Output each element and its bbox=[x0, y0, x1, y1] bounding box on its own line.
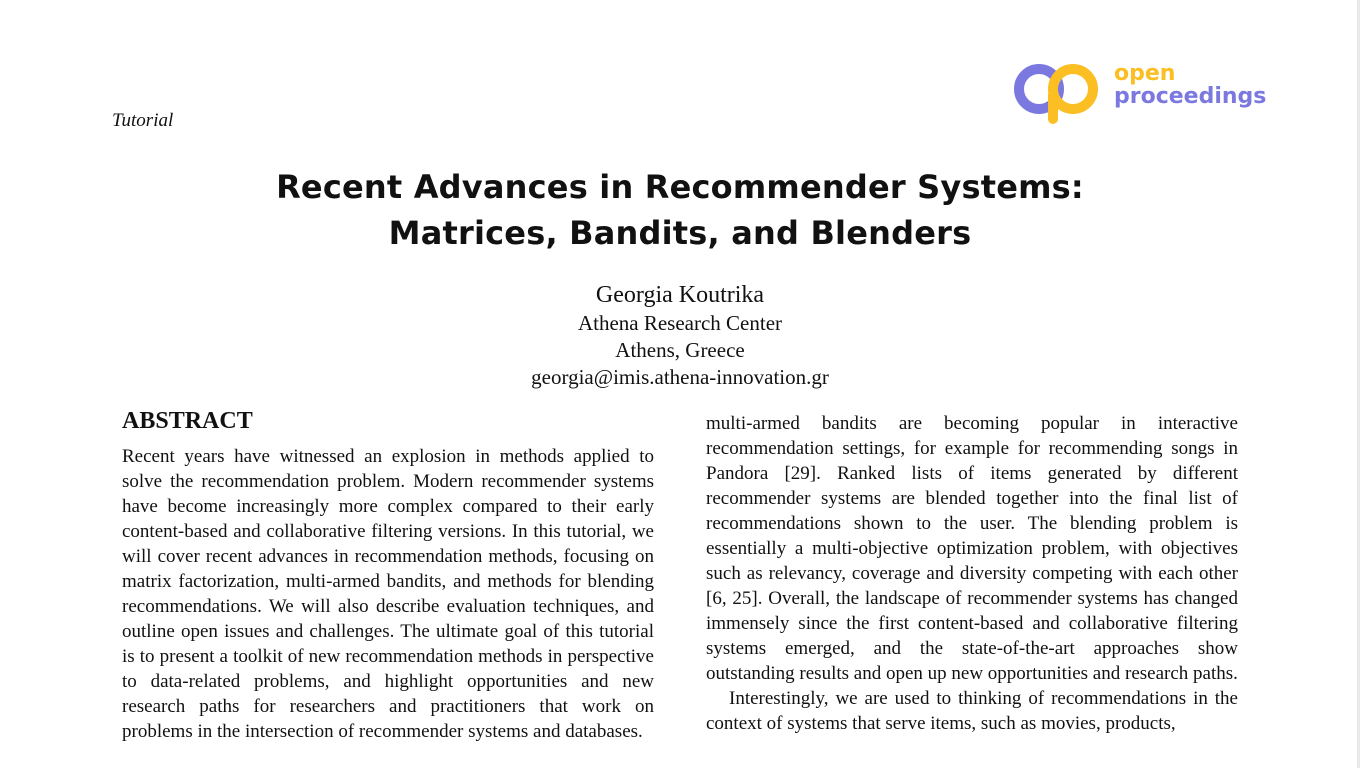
author-block bbox=[0, 280, 1360, 391]
abstract-heading: ABSTRACT bbox=[122, 408, 253, 434]
abstract-text: Recent years have witnessed an explosion in methods applied to solve the recommendation problem. Modern recommender systems have become increasingly more complex compared to their early content-based and collaborative filtering versions. In this tutorial, we will cover recent advances in recommendation methods, focusing on matrix factorization, multi-armed bandits, and methods for blending recommendations. We will also describe evaluation techniques, and outline open issues and challenges. The ultimate goal of this tutorial is to present a toolkit of new recommendation methods in perspective to data-related problems, and highlight opportunities and new research paths for researchers and practitioners that work on problems in the intersection of recommender systems and databases. bbox=[122, 446, 654, 742]
open-proceedings-logo bbox=[1013, 58, 1267, 128]
author-name: Georgia Koutrika bbox=[595, 282, 765, 308]
author-email: georgia@imis.athena-innovation.gr bbox=[531, 365, 829, 389]
logo-text-proceedings: proceedings bbox=[1114, 84, 1267, 109]
author-affiliation: Athena Research Center bbox=[577, 311, 783, 335]
body-paragraph-1: multi-armed bandits are becoming popular in interactive recommendation settings, for example for recommending songs in Pandora [29]. Ranked lists of items generated by different recommender systems are blended together into the final list of recommendations shown to the user. The blending problem is essentially a multi-objective optimization problem, with objectives such as relevancy, coverage and diversity competing with each other [6, 25]. Overall, the landscape of recommender systems has changed immensely since the first content-based and collaborative filtering systems emerged, and the state-of-the-art approaches show outstanding results and open up new opportunities and research paths. bbox=[706, 413, 1238, 684]
open-proceedings-logo-icon bbox=[1013, 58, 1113, 128]
right-column bbox=[706, 411, 1238, 736]
author-location: Athens, Greece bbox=[615, 338, 745, 362]
paper-title bbox=[0, 164, 1360, 256]
body-paragraph-2: Interestingly, we are used to thinking of recommendations in the context of systems that serve items, such as movies, products, bbox=[706, 688, 1238, 734]
left-column bbox=[122, 406, 654, 744]
paper-title-line-2: Matrices, Bandits, and Blenders bbox=[388, 214, 972, 252]
paper-type-tag: Tutorial bbox=[112, 110, 174, 131]
logo-text-open: open bbox=[1114, 61, 1176, 86]
paper-title-line-1: Recent Advances in Recommender Systems: bbox=[276, 168, 1084, 206]
